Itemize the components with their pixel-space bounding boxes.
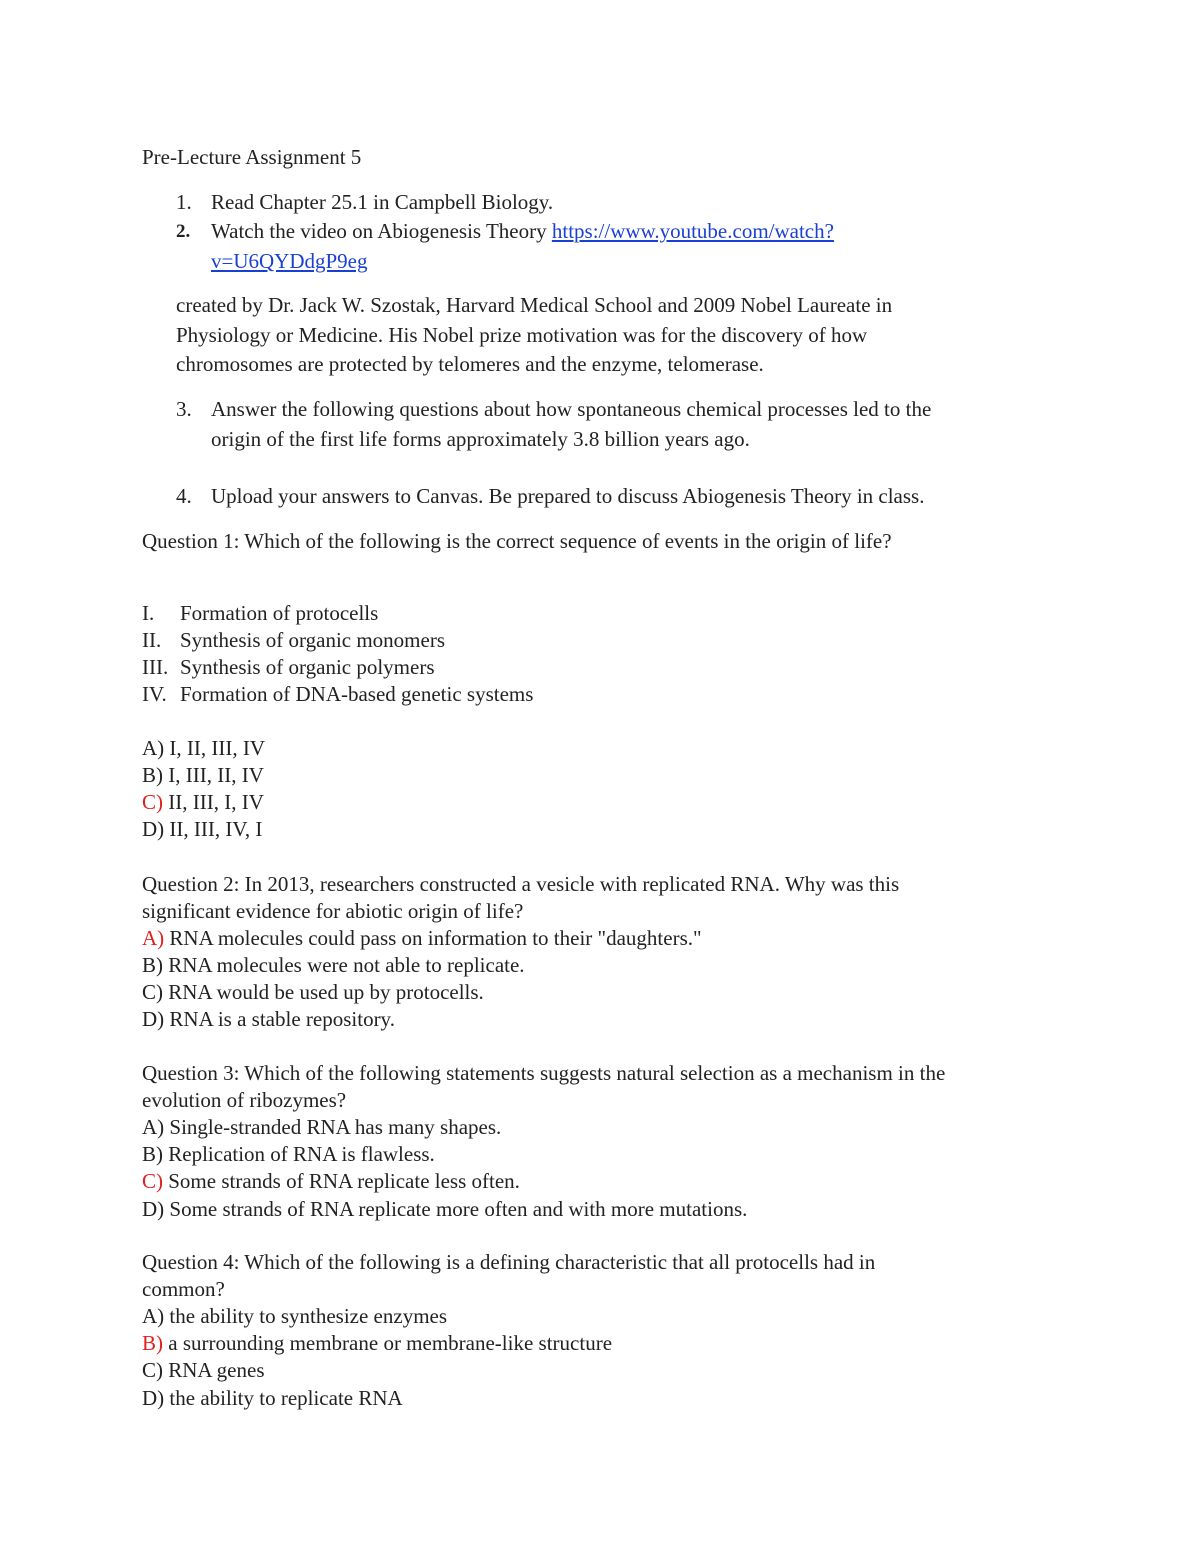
video-link-tail[interactable]: v=U6QYDdgP9eg	[211, 249, 368, 273]
video-link[interactable]: https://www.youtube.com/watch?	[551, 219, 834, 243]
option-text: RNA molecules were not able to replicate.	[163, 953, 525, 977]
step-text: Answer the following questions about how spontaneous chemical processes led to the	[211, 397, 932, 421]
roman-item: Formation of protocells	[180, 601, 379, 625]
option-text: RNA molecules could pass on information to their "daughters."	[164, 926, 702, 950]
answer-option-selected	[142, 1333, 612, 1354]
answer-option	[142, 982, 484, 1003]
option-text: Some strands of RNA replicate more often and with more mutations.	[164, 1197, 748, 1221]
step-number: 3.	[176, 397, 192, 421]
option-letter-highlighted: B)	[142, 1331, 163, 1355]
answer-option	[142, 955, 525, 976]
credit-line: created by Dr. Jack W. Szostak, Harvard Medical School and 2009 Nobel Laureate in	[176, 293, 893, 317]
option-text: I, III, II, IV	[163, 763, 264, 787]
option-letter: A)	[142, 1115, 165, 1139]
roman-item: Synthesis of organic monomers	[180, 628, 446, 652]
option-letter-highlighted: A)	[142, 926, 165, 950]
option-text: II, III, IV, I	[164, 817, 263, 841]
answer-option	[142, 765, 264, 786]
option-text: a surrounding membrane or membrane-like structure	[163, 1331, 613, 1355]
answer-option	[142, 1306, 447, 1327]
option-text: RNA would be used up by protocells.	[163, 980, 484, 1004]
option-text: the ability to synthesize enzymes	[164, 1304, 448, 1328]
option-text: RNA is a stable repository.	[164, 1007, 395, 1031]
roman-numeral: IV.	[142, 682, 167, 706]
option-letter: C)	[142, 980, 163, 1004]
roman-item: Formation of DNA-based genetic systems	[180, 682, 534, 706]
option-letter: B)	[142, 953, 163, 977]
option-letter: D)	[142, 1007, 165, 1031]
step-number: 4.	[176, 484, 192, 508]
option-letter: B)	[142, 763, 163, 787]
step-text: Read Chapter 25.1 in Campbell Biology.	[211, 190, 554, 214]
roman-numeral: I.	[142, 601, 155, 625]
question-4-stem: common?	[142, 1277, 225, 1301]
option-letter: D)	[142, 1386, 165, 1410]
option-text: the ability to replicate RNA	[164, 1386, 403, 1410]
video-link-continued	[211, 251, 368, 272]
option-text: Single-stranded RNA has many shapes.	[164, 1115, 502, 1139]
step-number: 2.	[176, 221, 191, 242]
option-letter: D)	[142, 1197, 165, 1221]
option-text: Replication of RNA is flawless.	[163, 1142, 435, 1166]
question-3-stem: Question 3: Which of the following statements suggests natural selection as a mechanism in the	[142, 1061, 946, 1085]
question-1-stem: Question 1: Which of the following is the correct sequence of events in the origin of life?	[142, 529, 892, 553]
answer-option	[142, 1360, 265, 1381]
option-letter: A)	[142, 1304, 165, 1328]
question-3-stem: evolution of ribozymes?	[142, 1088, 347, 1112]
option-text: II, III, I, IV	[163, 790, 264, 814]
step-number: 1.	[176, 190, 192, 214]
option-text: I, II, III, IV	[164, 736, 266, 760]
roman-item: Synthesis of organic polymers	[180, 655, 435, 679]
step-text: Upload your answers to Canvas. Be prepared to discuss Abiogenesis Theory in class.	[211, 484, 925, 508]
credit-line: Physiology or Medicine. His Nobel prize motivation was for the discovery of how	[176, 323, 868, 347]
option-letter-highlighted: C)	[142, 790, 163, 814]
step-text: origin of the first life forms approximately 3.8 billion years ago.	[211, 427, 750, 451]
option-letter: A)	[142, 736, 165, 760]
option-text: Some strands of RNA replicate less often.	[163, 1169, 520, 1193]
answer-option-selected	[142, 928, 702, 949]
question-2-stem: Question 2: In 2013, researchers constructed a vesicle with replicated RNA. Why was this	[142, 872, 900, 896]
option-letter: B)	[142, 1142, 163, 1166]
page-title: Pre-Lecture Assignment 5	[142, 145, 362, 169]
answer-option	[142, 1388, 403, 1409]
answer-option-selected	[142, 792, 264, 813]
answer-option	[142, 819, 262, 840]
option-letter-highlighted: C)	[142, 1169, 163, 1193]
option-letter: D)	[142, 817, 165, 841]
step-text	[211, 221, 834, 242]
roman-numeral: III.	[142, 655, 169, 679]
credit-line: chromosomes are protected by telomeres and the enzyme, telomerase.	[176, 352, 764, 376]
option-letter: C)	[142, 1358, 163, 1382]
answer-option	[142, 1009, 395, 1030]
question-2-stem: significant evidence for abiotic origin of life?	[142, 899, 524, 923]
answer-option-selected	[142, 1171, 520, 1192]
answer-option	[142, 1144, 435, 1165]
option-text: RNA genes	[163, 1358, 265, 1382]
answer-option	[142, 1117, 501, 1138]
answer-option	[142, 1199, 747, 1220]
question-4-stem: Question 4: Which of the following is a defining characteristic that all protocells had in	[142, 1250, 876, 1274]
step-text-lead: Watch the video on Abiogenesis Theory	[211, 219, 552, 243]
answer-option	[142, 738, 265, 759]
roman-numeral: II.	[142, 628, 162, 652]
